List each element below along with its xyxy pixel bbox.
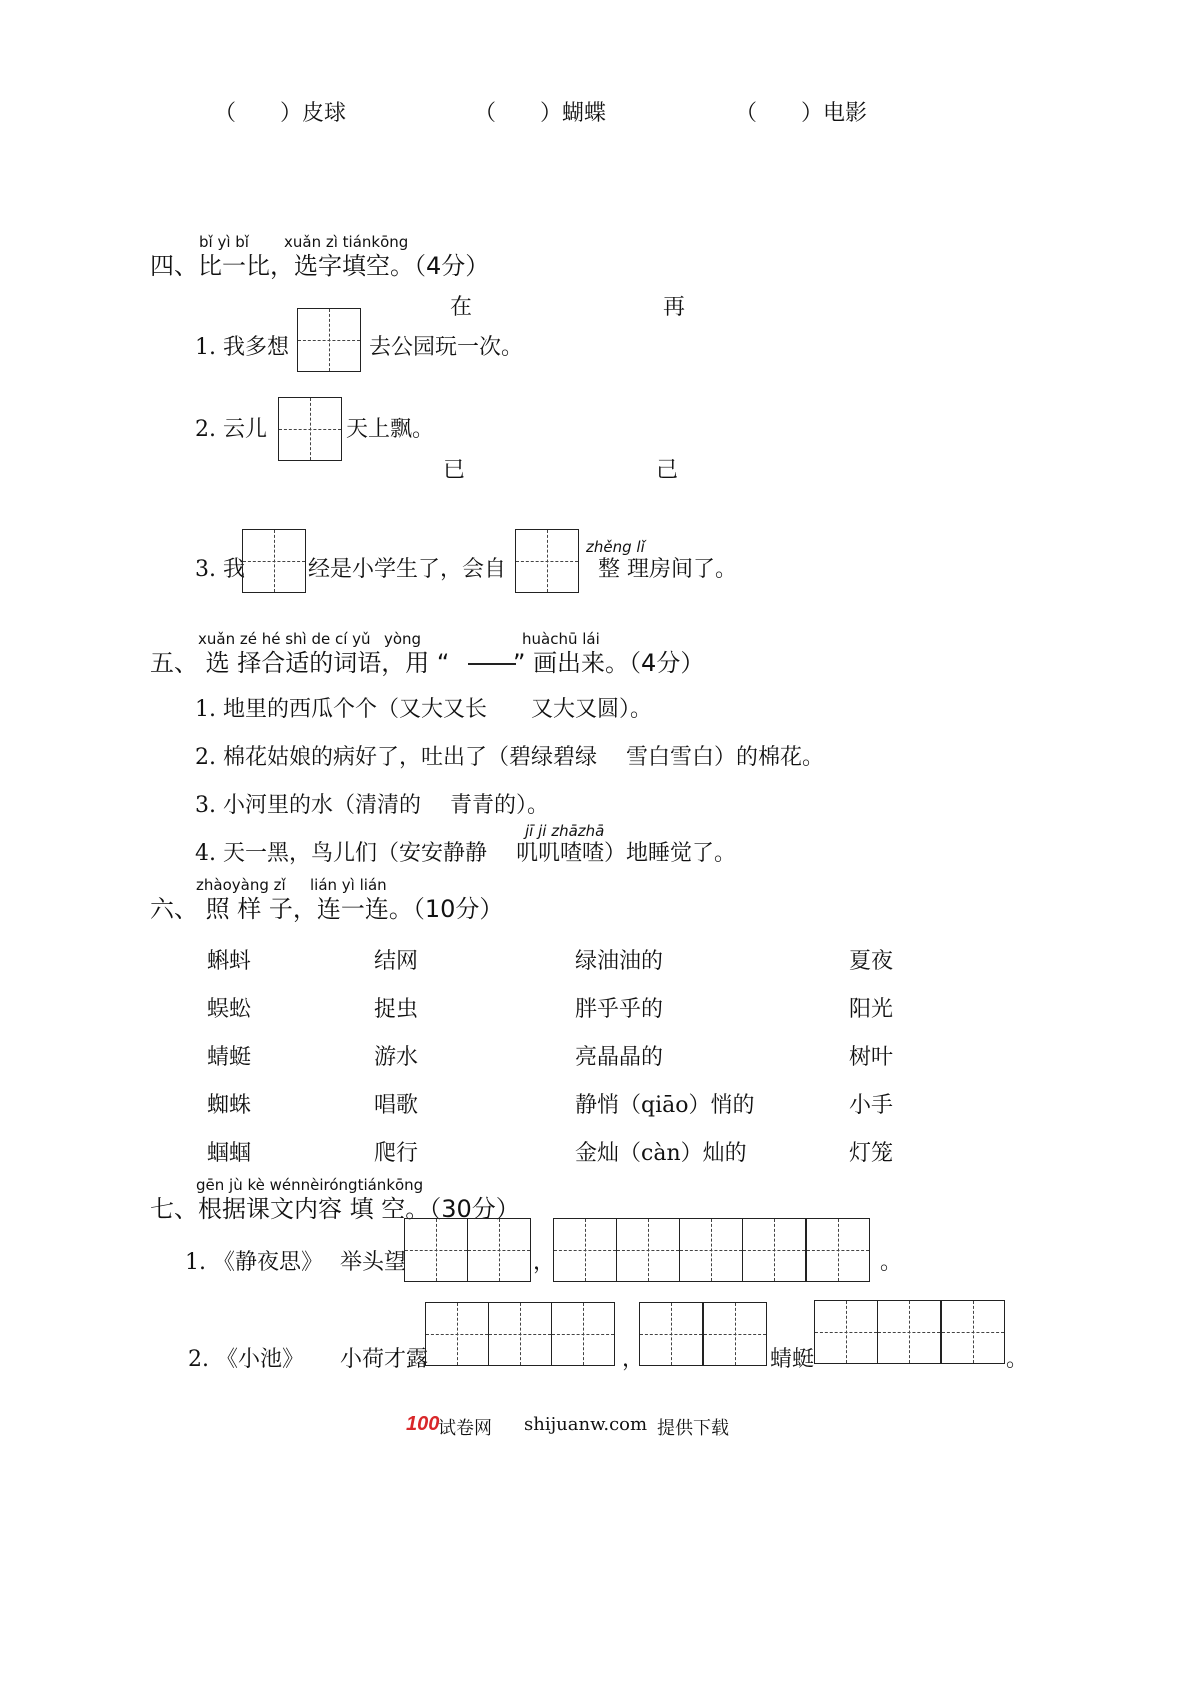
sec6-pinyin-2: lián yì lián — [310, 876, 387, 894]
sec5-q4: 4. 天一黑，鸟儿们（安安静静 叽叽喳喳）地睡觉了。 — [195, 841, 736, 866]
sec5-q2: 2. 棉花姑娘的病好了，吐出了（碧绿碧绿 雪白雪白）的棉花。 — [195, 745, 824, 770]
sec7-q2-box-6[interactable] — [814, 1300, 878, 1364]
sec5-pinyin-3: huàchū lái — [522, 630, 600, 648]
sec4-q1-text-end: 去公园玩一次。 — [369, 335, 524, 360]
sec5-q1: 1. 地里的西瓜个个（又大又长 又大又圆）。 — [195, 697, 652, 722]
sec7-q2-box-2[interactable] — [488, 1302, 552, 1366]
sec6-col3-item: 金灿（càn）灿的 — [575, 1141, 747, 1166]
sec5-heading-end: ” 画出来。（4分） — [513, 649, 705, 677]
sec4-option-d: 己 — [656, 458, 679, 483]
sec4-q2-answer-box[interactable] — [278, 397, 342, 461]
sec6-col4-item: 阳光 — [849, 997, 894, 1022]
sec7-q1-end: 。 — [880, 1250, 903, 1275]
sec4-option-c: 已 — [443, 458, 466, 483]
sec6-heading: 六、 照 样 子，连一连。（10分） — [150, 895, 504, 923]
sec6-col1-item: 蜻蜓 — [207, 1045, 252, 1070]
sec5-pinyin-1: xuǎn zé hé shì de cí yǔ — [198, 630, 371, 648]
sec6-col1-item: 蜘蛛 — [207, 1093, 252, 1118]
sec4-q1-text: 1. 我多想 — [195, 335, 289, 360]
sec4-heading: 四、比一比，选字填空。（4分） — [150, 252, 490, 280]
sec4-option-a: 在 — [450, 295, 473, 320]
sec4-q2-text-end: 天上飘。 — [346, 417, 435, 442]
footer-site-name: 试卷网 — [438, 1418, 492, 1439]
sec7-q2-box-5[interactable] — [703, 1302, 767, 1366]
sec5-q3: 3. 小河里的水（清清的 青青的）。 — [195, 793, 549, 818]
footer-logo — [406, 1413, 439, 1436]
sec7-q1-box-5[interactable] — [679, 1218, 743, 1282]
sec5-underline-sample — [468, 663, 516, 665]
sec5-q4-pinyin: jī ji zhāzhā — [525, 822, 605, 840]
sec6-col4-item: 灯笼 — [849, 1141, 894, 1166]
footer-logo-number: 100 — [406, 1413, 440, 1435]
sec6-col2-item: 爬行 — [374, 1141, 419, 1166]
sec6-col4-item: 小手 — [849, 1093, 894, 1118]
sec7-q1-box-7[interactable] — [806, 1218, 870, 1282]
sec7-q2-box-3[interactable] — [551, 1302, 615, 1366]
sec6-col3-item: 绿油油的 — [575, 949, 664, 974]
sec4-pinyin-1: bǐ yì bǐ — [199, 233, 249, 251]
sec4-q3-answer-box-1[interactable] — [242, 529, 306, 593]
sec4-q3-pinyin: zhěng lǐ — [586, 538, 645, 556]
sec7-heading: 七、根据课文内容 填 空。（30分） — [150, 1195, 520, 1223]
sec7-q2-box-4[interactable] — [639, 1302, 703, 1366]
sec4-option-b: 再 — [663, 295, 686, 320]
sec4-q3-answer-box-2[interactable] — [515, 529, 579, 593]
sec6-col1-item: 蜈蚣 — [207, 997, 252, 1022]
sec6-col3-item: 静悄（qiāo）悄的 — [575, 1093, 755, 1118]
sec6-pinyin-1: zhàoyàng zǐ — [196, 876, 286, 894]
sec7-q2-title: 2. 《小池》 — [188, 1347, 304, 1372]
sec4-q3-text: 3. 我 — [195, 557, 245, 582]
sec6-col2-item: 唱歌 — [374, 1093, 419, 1118]
sec7-q2-text-mid: 蜻蜓 — [770, 1347, 815, 1372]
sec5-pinyin-2: yòng — [384, 630, 422, 648]
sec7-q2-box-1[interactable] — [425, 1302, 489, 1366]
sec6-col2-item: 结网 — [374, 949, 419, 974]
sec6-col1-item: 蝈蝈 — [207, 1141, 252, 1166]
sec7-q1-box-4[interactable] — [616, 1218, 680, 1282]
sec6-col4-item: 夏夜 — [849, 949, 894, 974]
sec7-q1-box-2[interactable] — [467, 1218, 531, 1282]
sec7-q2-text: 小荷才露 — [340, 1347, 429, 1372]
top-row-item-2: （ ）蝴蝶 — [474, 101, 607, 126]
sec7-q1-comma: ， — [533, 1250, 556, 1275]
sec7-q2-end: 。 — [1006, 1347, 1029, 1372]
sec4-q3-text-end: 整 理房间了。 — [598, 557, 737, 582]
sec7-q1-box-1[interactable] — [404, 1218, 468, 1282]
top-row-item-1: （ ）皮球 — [214, 101, 347, 126]
sec6-col1-item: 蝌蚪 — [207, 949, 252, 974]
sec7-q2-box-7[interactable] — [877, 1300, 941, 1364]
sec6-col2-item: 捉虫 — [374, 997, 419, 1022]
sec7-q1-text: 举头望 — [340, 1250, 407, 1275]
sec4-pinyin-2: xuǎn zì tiánkōng — [284, 233, 409, 251]
sec6-col2-item: 游水 — [374, 1045, 419, 1070]
sec6-col3-item: 胖乎乎的 — [575, 997, 664, 1022]
sec6-col4-item: 树叶 — [849, 1045, 894, 1070]
sec7-q1-box-3[interactable] — [553, 1218, 617, 1282]
footer-domain[interactable]: shijuanw.com — [524, 1414, 648, 1435]
sec7-q1-title: 1. 《静夜思》 — [185, 1250, 323, 1275]
sec7-q2-box-8[interactable] — [941, 1300, 1005, 1364]
footer-note: 提供下载 — [657, 1418, 729, 1439]
sec4-q2-text: 2. 云儿 — [195, 417, 267, 442]
sec4-q1-answer-box[interactable] — [297, 308, 361, 372]
sec5-heading: 五、 选 择合适的词语，用 “ — [150, 649, 450, 677]
sec6-col3-item: 亮晶晶的 — [575, 1045, 664, 1070]
sec7-q1-box-6[interactable] — [742, 1218, 806, 1282]
top-row-item-3: （ ）电影 — [735, 101, 868, 126]
sec7-pinyin: gēn jù kè wénnèiróngtiánkōng — [196, 1176, 424, 1194]
sec7-q2-comma: ， — [622, 1347, 645, 1372]
sec4-q3-text-mid: 经是小学生了，会自 — [308, 557, 507, 582]
